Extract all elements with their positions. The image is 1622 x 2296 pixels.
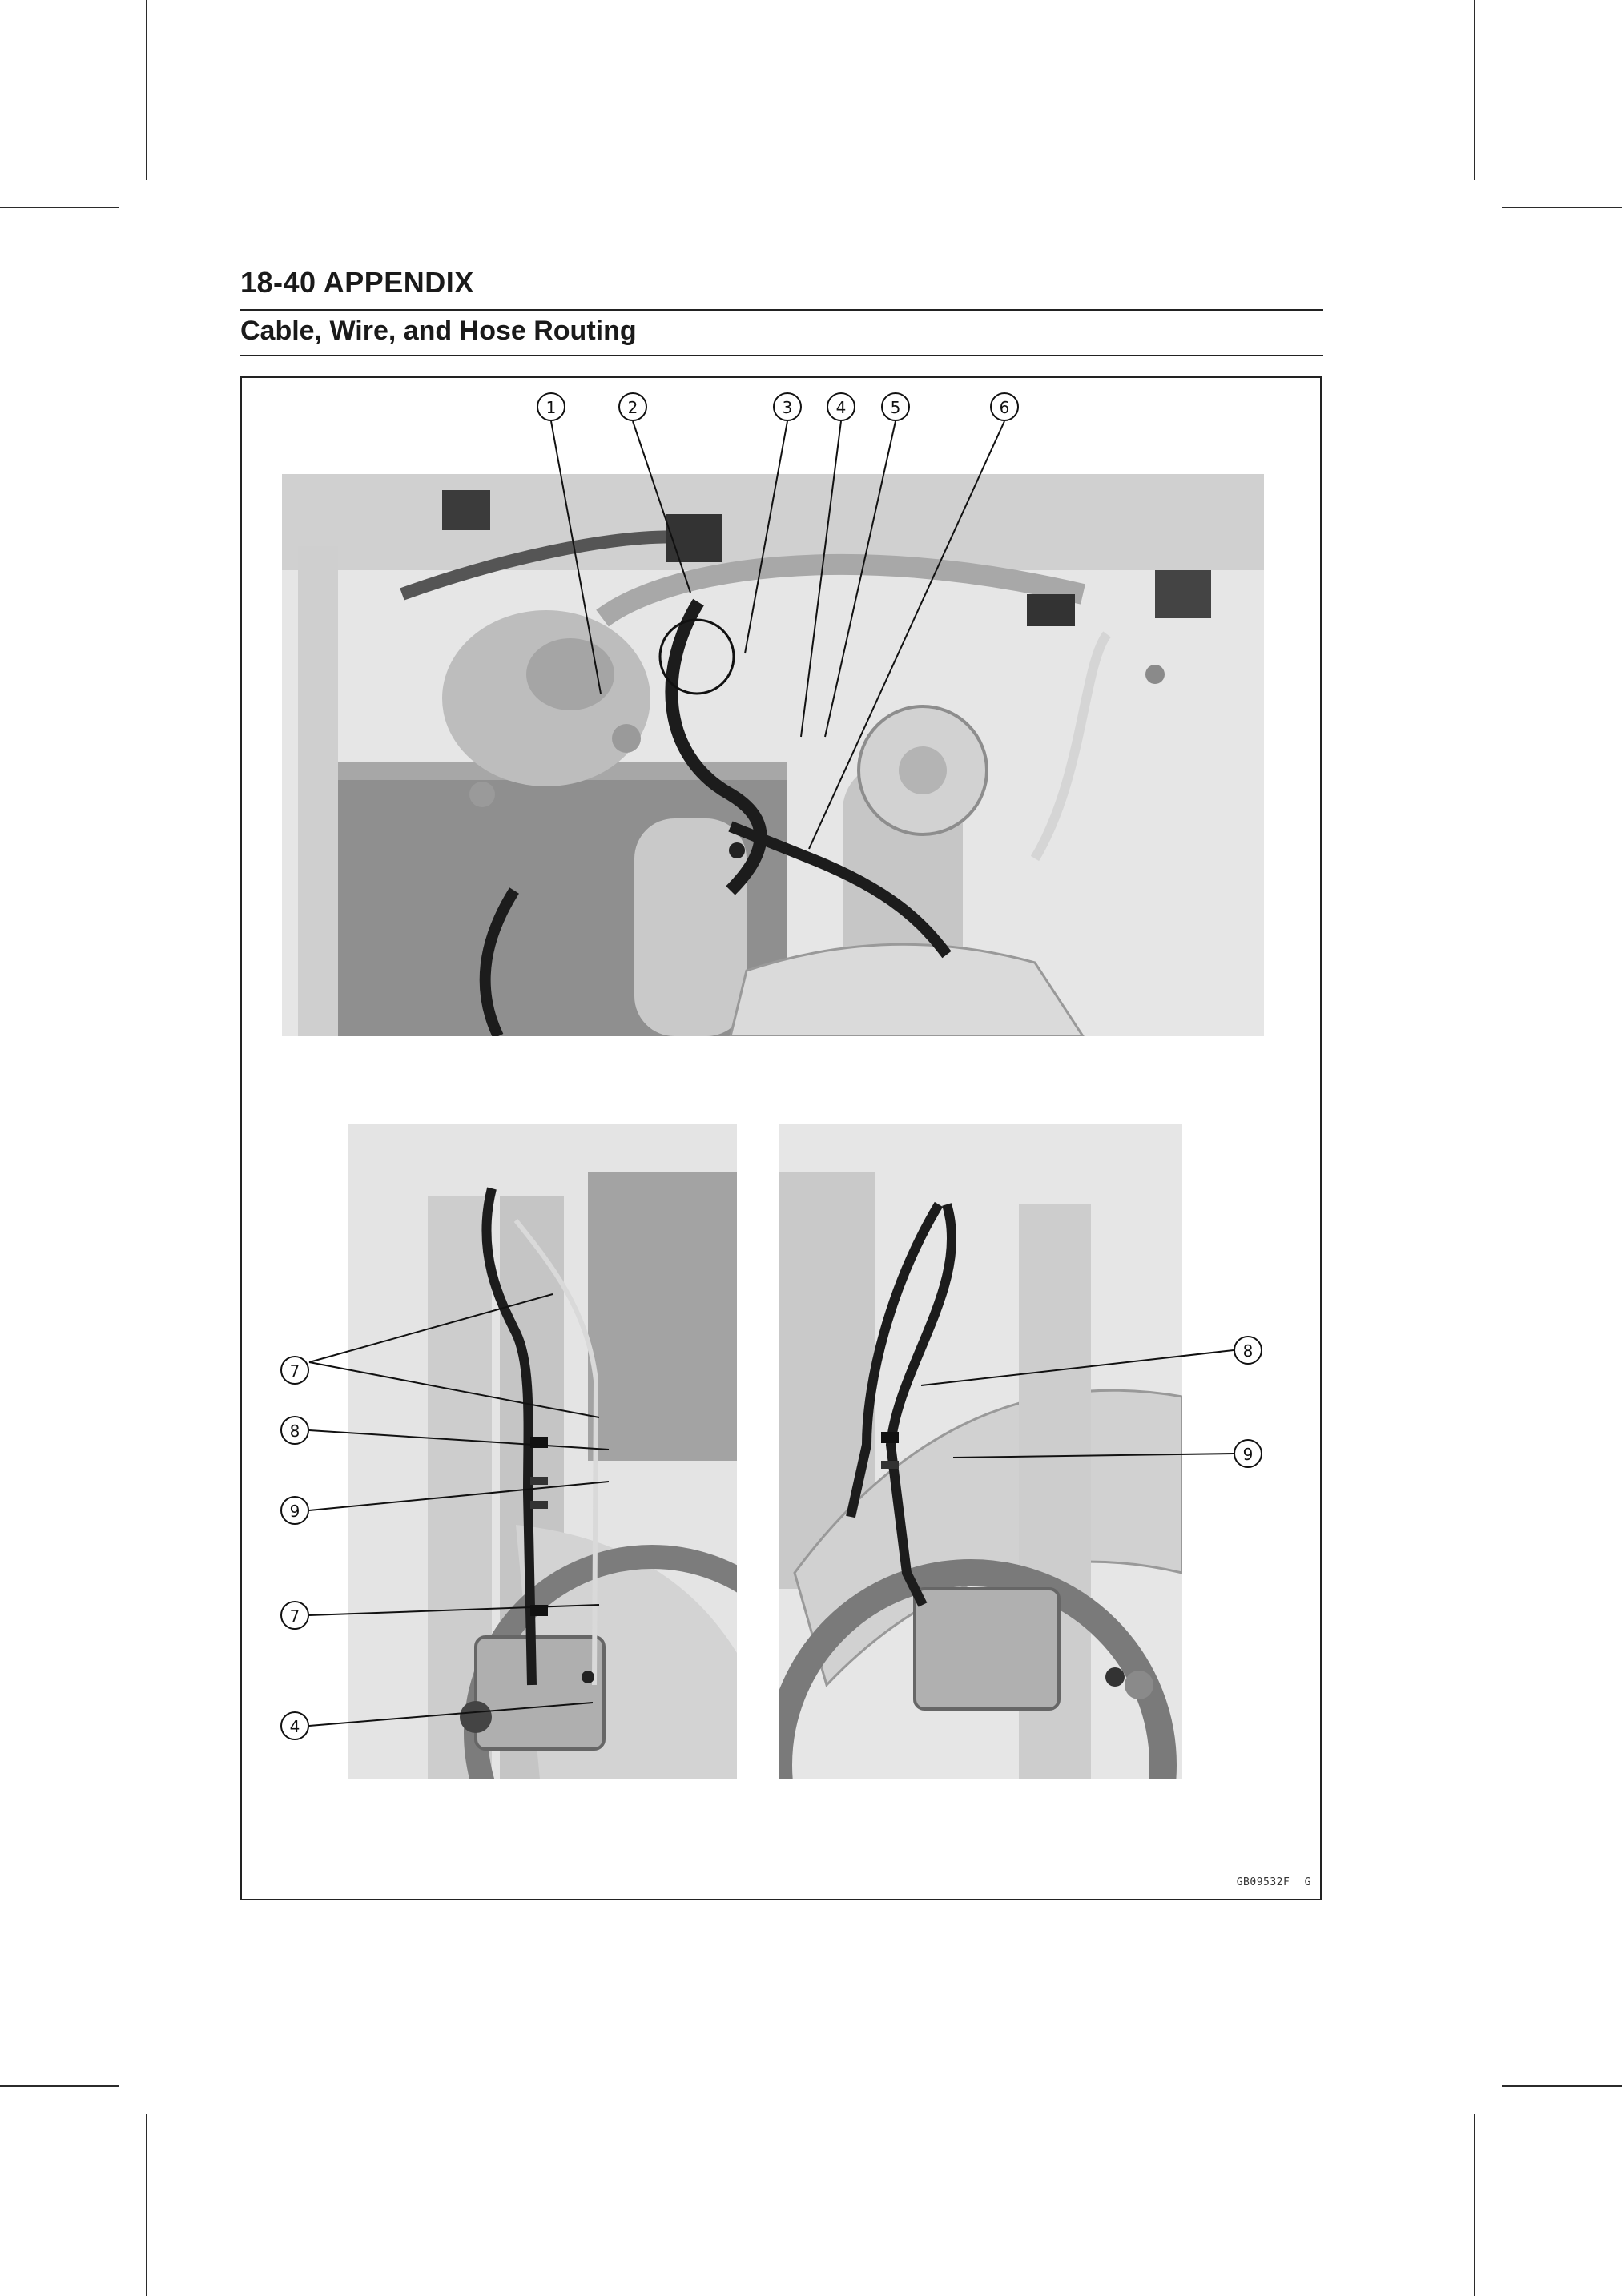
section-title: Cable, Wire, and Hose Routing bbox=[240, 316, 637, 346]
callout-number: 7 bbox=[289, 1606, 300, 1626]
figure-code bbox=[1237, 1876, 1311, 1888]
callout-number: 9 bbox=[289, 1502, 300, 1521]
callout-number: 3 bbox=[782, 398, 793, 417]
callout-number: 9 bbox=[1242, 1445, 1254, 1464]
callout-number: 8 bbox=[289, 1421, 300, 1441]
callout-number: 6 bbox=[999, 398, 1010, 417]
figure-code-suffix: G bbox=[1304, 1876, 1311, 1888]
callout-number: 4 bbox=[835, 398, 847, 417]
callout-number: 4 bbox=[289, 1717, 300, 1736]
callout-number: 5 bbox=[890, 398, 901, 417]
callout-number: 8 bbox=[1242, 1341, 1254, 1361]
figure-code-main: GB09532F bbox=[1236, 1876, 1290, 1888]
callout-number: 1 bbox=[545, 398, 557, 417]
page-title: 18-40 APPENDIX bbox=[240, 266, 474, 299]
callout-number: 2 bbox=[627, 398, 638, 417]
callout-number: 7 bbox=[289, 1361, 300, 1381]
